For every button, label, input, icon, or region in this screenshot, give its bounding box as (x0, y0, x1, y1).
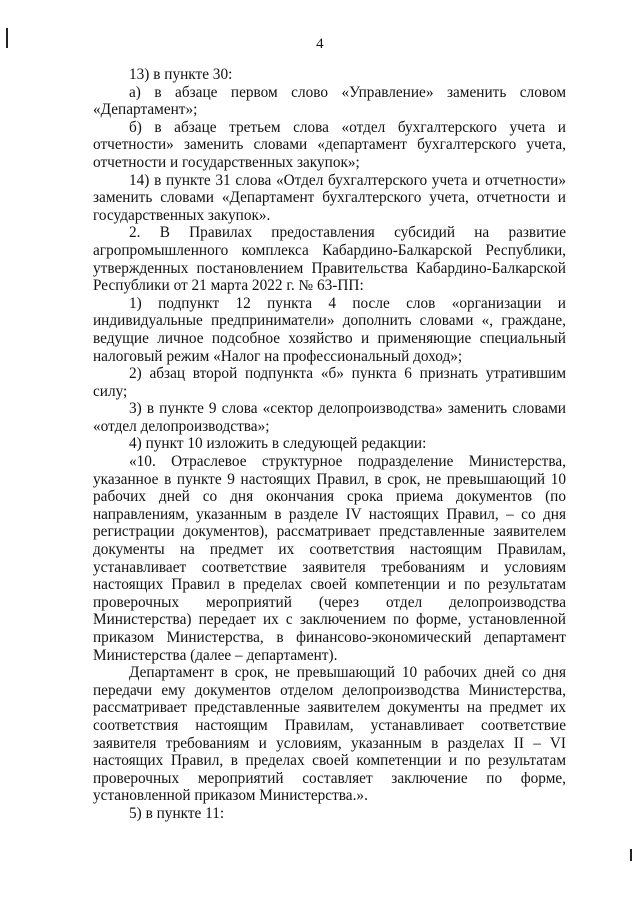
right-edge-mark (630, 849, 632, 861)
paragraph-2-1: 1) подпункт 12 пункта 4 после слов «организации и индивидуальные предприниматели» дополнить словами «, граждане, ведущие личное подсобное хозяйство и применяющие специальный налоговый режим «Налог на профессиональный доход»; (93, 294, 566, 365)
page-number: 4 (316, 36, 324, 52)
paragraph-13: 13) в пункте 30: (129, 66, 233, 83)
paragraph-2-3: 3) в пункте 9 слова «сектор делопроизводства» заменить словами «отдел делопроизводства»; (93, 400, 566, 435)
paragraph-2-5: 5) в пункте 11: (129, 804, 225, 822)
paragraph-14: 14) в пункте 31 слова «Отдел бухгалтерского учета и отчетности» заменить словами «Департамент бухгалтерского учета, отчетности и государственных закупок». (93, 171, 566, 224)
paragraph-13a: а) в абзаце первом слово «Управление» заменить словом «Департамент»; (93, 83, 566, 119)
paragraph-department: Департамент в срок, не превышающий 10 рабочих дней со дня передачи ему документов отделом делопроизводства Министерства, рассматривает представленные заявителем документы на предмет их соответствия настоящим Правилам, устанавливает соответствие заявителя требованиям и условиям, указанным в разделах II – VI настоящих Правил, в пределах своей компетенции и по результатам проверочных мероприятий составляет заключение по форме, установленной приказом Министерства.». (93, 664, 566, 805)
paragraph-13b: б) в абзаце третьем слова «отдел бухгалтерского учета и отчетности» заменить словами «департамент бухгалтерского учета, отчетности и государственных закупок»; (93, 118, 566, 171)
paragraph-2-2: 2) абзац второй подпункта «б» пункта 6 признать утратившим силу; (93, 365, 566, 400)
paragraph-section-2: 2. В Правилах предоставления субсидий на развитие агропромышленного комплекса Кабардино-Балкарской Республики, утвержденных постановлением Правительства Кабардино-Балкарской Республики от 21 марта 2022 г. № 63-ПП: (93, 224, 566, 295)
document-body (93, 66, 566, 823)
paragraph-quoted-10: «10. Отраслевое структурное подразделение Министерства, указанное в пункте 9 настоящих Правил, в срок, не превышающий 10 рабочих дней со дня окончания срока приема документов (по направлениям, указанным в разделе IV настоящих Правил, – со дня регистрации документов), рассматривает представленные заявителем документы на предмет их соответствия настоящим Правилам, устанавливает соответствие заявителя требованиям и условиям настоящих Правил в пределах своей компетенции и по результатам проверочных мероприятий (через отдел делопроизводства Министерства) передает их с заключением по форме, установленной приказом Министерства, в финансово-экономический департамент Министерства (далее – департамент). (93, 453, 566, 664)
paragraph-2-4: 4) пункт 10 изложить в следующей редакции: (129, 435, 427, 453)
